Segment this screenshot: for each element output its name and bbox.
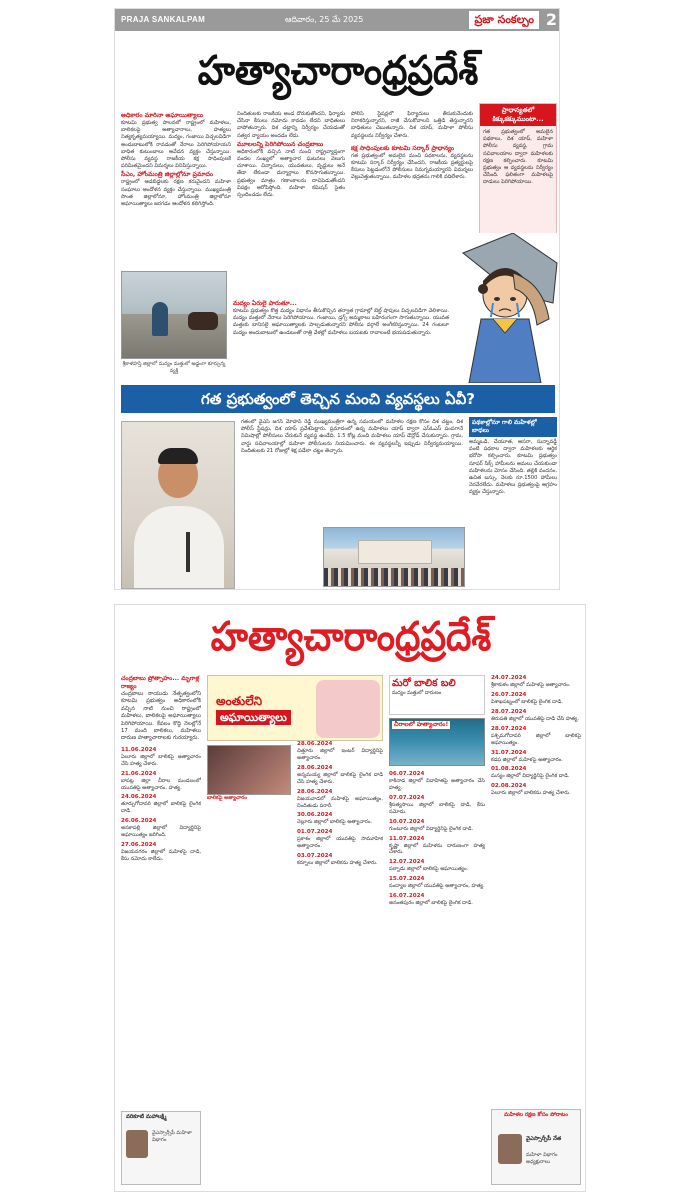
another-girl-clipping — [389, 675, 485, 715]
column-1-text-2: రాష్ట్రంలో ఆడబిడ్డలకు రక్షణ కరువైందని మహిళా సంఘాలు ఆందోళన వ్యక్తం చేస్తున్నాయి. ముఖ్యమంత్రి సొంత జిల్లాలోనూ, హోంమంత్రి జిల్లాలోనూ అఘాయిత్యాలు జరగడం ఆందోళన కలిగిస్తోంది. — [121, 179, 231, 208]
incident-entry — [297, 853, 383, 867]
incident-text: అన్నమయ్య జిల్లాలో బాలికపై లైంగిక దాడి చేసి హత్య చేశారు. — [297, 771, 383, 785]
photo-crowd — [324, 568, 465, 587]
incident-text: కాకినాడ జిల్లాలో వివాహితపై అత్యాచారం చేసి హత్య. — [389, 778, 485, 791]
incident-date: 21.06.2024 — [121, 770, 157, 777]
leader-photo — [121, 421, 235, 589]
incident-text: శ్రీసత్యసాయి జిల్లాలో బాలికపై దాడి, కేసు నమోదు. — [389, 801, 485, 815]
column-1-text-1: కూటమి ప్రభుత్వ పాలనలో రాష్ట్రంలో మహిళలు, బాలికలపై అత్యాచారాలు, హత్యలు నిత్యకృత్యమయ్యాయి. మద్యం, గంజాయి విచ్చలవిడిగా అందుబాటులోకి రావడంతో నేరాలు పెరిగిపోయాయని బాధిత కుటుంబాలు ఆవేదన వ్యక్తం చేస్తున్నాయి. పోలీసు వ్యవస్థ రాజకీయ కక్ష సాధింపులకే పరిమితమైందని విమర్శలు వినిపిస్తున్నాయి. — [121, 120, 231, 170]
photo-building — [358, 540, 432, 564]
masthead-bar — [115, 9, 560, 31]
incident-date: 03.07.2024 — [297, 853, 333, 860]
incident-text: విజయనగరం జిల్లాలో మహిళపై దాడి, కేసు నమోదు కాలేదు. — [121, 849, 201, 862]
column-2-text-1: నిందితులకు రాజకీయ అండ దొరుకుతోందని, ఫిర్యాదు చేసినా కేసులు నమోదు కావడం లేదని బాధితులు వాపోతున్నారు. దిశ చట్టాన్ని నిర్వీర్యం చేయడంతో సత్వర న్యాయం అందడం లేదు. — [237, 111, 345, 139]
victim-silhouette-photo — [207, 745, 291, 795]
incident-date: 12.07.2024 — [389, 859, 425, 866]
author-right-role: మహిళా విభాగం అధ్యక్షురాలు — [526, 1152, 558, 1165]
chirala-photo-title: చీరాలలో హత్యాచారం! — [394, 721, 449, 728]
incident-text: పశ్చిమగోదావరి జిల్లాలో బాలికపై అఘాయిత్యం. — [491, 732, 581, 746]
clipping-title-line-1: అంతులేని — [216, 694, 263, 708]
leader-microphone — [186, 532, 190, 572]
incident-date: 28.06.2024 — [297, 741, 333, 747]
incident-entry — [491, 675, 581, 689]
incident-date: 10.07.2024 — [389, 818, 425, 825]
incident-date: 15.07.2024 — [389, 876, 425, 883]
column-3-subhead: కక్ష సాధింపులకు కూటమి సర్కార్ ప్రాధాన్యం — [351, 144, 455, 152]
incident-entry — [121, 794, 201, 815]
article-column-2 — [237, 111, 345, 311]
newspaper-page-bottom — [114, 604, 586, 1192]
incident-entry — [297, 765, 383, 786]
column-2-subhead: మూలలన్ని పెరిగిపోయిన చంద్రబాబు — [237, 140, 324, 148]
incident-date: 24.06.2024 — [121, 794, 157, 801]
liquor-article-text: కూటమి ప్రభుత్వం కొత్త మద్యం విధానం తీసుకొచ్చిన తర్వాత గ్రామాల్లో బెల్ట్ షాపులు విచ్చలవిడిగా వెలిశాయి. మద్యం మత్తులో నేరాలు పెరిగిపోయాయి. గంజాయి, డ్రగ్స్ అమ్మకాలు బహిరంగంగా సాగుతున్నాయి. యువత మత్తుకు బానిసలై అఘాయిత్యాలకు పాల్పడుతున్నారని పోలీసు వర్గాలే అంగీకరిస్తున్నాయి. 24 గంటలూ మద్యం అందుబాటులో ఉండటంతో రాత్రి వేళల్లో మహిళలు బయటకు రావాలంటే భయపడుతున్నారు. — [233, 308, 449, 336]
incident-log-c — [389, 771, 485, 1185]
incident-log-d — [491, 675, 581, 1105]
column-3-text-2: గత ప్రభుత్వంలో అమలైన మంచి పథకాలను, వ్యవస్థలను కూటమి సర్కార్ నిర్వీర్యం చేసిందని, రాజకీయ ప్రత్యర్థులపై కేసులు పెట్టడంలోనే పోలీసులు నిమగ్నమయ్యారని విమర్శలు వెల్లువెత్తుతున్నాయి. మహిళల భద్రతను గాలికి వదిలేశారు. — [351, 152, 473, 181]
incident-text: చిత్తూరు జిల్లాలో ఇంటర్ విద్యార్థినిపై అత్యాచారం. — [297, 748, 383, 761]
question-banner: గత ప్రభుత్వంలో తెచ్చిన మంచి వ్యవస్థలు ఏవీ? — [121, 385, 555, 413]
incident-date: 16.07.2024 — [389, 893, 425, 900]
column-1-subhead-1: అధికారం మారినా అఘాయిత్యాలు — [121, 112, 203, 119]
incident-text: తిరుపతి జిల్లాలో యువతిపై దాడి చేసి హత్య. — [491, 715, 579, 722]
incident-log-a — [121, 747, 201, 866]
incident-entry — [297, 741, 383, 762]
incident-text: తూర్పుగోదావరి జిల్లాలో బాలికపై లైంగిక దాడి. — [121, 801, 201, 815]
incident-entry — [389, 819, 485, 833]
incident-date: 02.08.2024 — [491, 783, 527, 790]
clipping-endless-atrocities — [207, 675, 383, 741]
incident-date: 01.07.2024 — [297, 829, 333, 836]
incident-entry — [121, 747, 201, 768]
incident-entry — [297, 812, 383, 826]
incident-text: నంద్యాల జిల్లాలో యువతిపై అత్యాచారం, హత్య. — [389, 883, 485, 890]
issue-date: ఆదివారం, 25 మే 2025 — [285, 15, 364, 24]
incident-text: విశాఖపట్నంలో బాలికపై లైంగిక దాడి. — [491, 698, 563, 705]
incident-text: అనంతపురం జిల్లాలో బాలికపై లైంగిక దాడి. — [389, 900, 473, 907]
incident-date: 11.07.2024 — [389, 835, 425, 842]
incident-date: 01.08.2024 — [491, 766, 527, 773]
cartoon-eye-left — [494, 297, 500, 301]
incident-date: 28.06.2024 — [297, 788, 333, 795]
priority-sidebox-title: ప్రాధాన్యతలో కిక్కుకక్కుముంటా... — [480, 104, 556, 126]
incident-text: ఏలూరు జిల్లాలో బాలికను హత్య చేశారు. — [491, 790, 571, 797]
incident-entry — [121, 842, 201, 863]
cartoon-eye-right — [510, 297, 516, 301]
incident-text: అనకాపల్లి జిల్లాలో విద్యార్థినిపై అఘాయిత్యం జరిగింది. — [121, 825, 201, 839]
incident-entry — [297, 829, 383, 850]
incident-entry — [121, 771, 201, 792]
photo-motorbike — [188, 312, 218, 330]
priority-sidebox-text: గత ప్రభుత్వంలో అమలైన పథకాలు, దిశ యాప్, మహిళా పోలీసు వ్యవస్థ, గ్రామ సచివాలయాల ద్వారా మహిళలకు రక్షణ కల్పించారు. కూటమి ప్రభుత్వం ఆ వ్యవస్థలను నిర్వీర్యం చేసింది. ఫలితంగా మహిళలపై దాడులు పెరిగిపోయాయి. — [483, 129, 553, 186]
incident-date: 26.07.2024 — [491, 691, 527, 698]
incident-text: కడప జిల్లాలో మహిళపై అత్యాచారం. — [491, 756, 563, 763]
author-right-avatar — [498, 1134, 522, 1164]
incident-entry — [491, 766, 581, 780]
incident-text: కృష్ణా జిల్లాలో మహిళను దారుణంగా హత్య చేశారు. — [389, 842, 485, 856]
right-clipping-column — [389, 675, 485, 1185]
incident-entry — [491, 726, 581, 747]
author-left-role: వైఎస్సార్సీపీ మహిళా విభాగం — [152, 1130, 192, 1143]
incident-date: 06.07.2024 — [389, 771, 425, 777]
intro-text: చంద్రబాబు నాయుడు నేతృత్వంలోని కూటమి ప్రభుత్వం అధికారంలోకి వచ్చిన నాటి నుంచి రాష్ట్రంలో మహిళలు, బాలికలపై అఘాయిత్యాలు పెరిగిపోయాయి. కేవలం కొద్ది నెలల్లోనే 17 మంది బాలికలు, మహిళలు దారుణ హత్యాచారాలకు గురయ్యారు. — [121, 691, 201, 742]
cartoon-hair-bun-left — [478, 284, 488, 294]
crying-girl-cartoon — [453, 233, 559, 383]
victim-photo-caption: బాలికపై అత్యాచారం — [207, 795, 247, 801]
author-right-name: వైఎస్సార్సీపీ నేత — [526, 1136, 562, 1142]
incident-entry — [121, 818, 201, 839]
street-photo-caption: శ్రీకాళహస్తి జిల్లాలో మద్యం మత్తులో అడ్డంగా కూర్చున్న వ్యక్తి — [122, 361, 226, 374]
brand-name-english: PRAJA SANKALPAM — [121, 15, 206, 24]
author-card-left — [121, 1111, 201, 1185]
incident-text: కర్నూలు జిల్లాలో బాలికను హత్య చేశారు. — [297, 860, 378, 867]
clipping-column — [207, 675, 383, 1185]
incident-entry — [297, 789, 383, 810]
another-girl-title: మరో బాలిక బలి — [392, 678, 456, 689]
clipping-title-line-2: అఘాయిత్యాలు — [216, 710, 291, 725]
schemes-sidebox-text: అమ్మఒడి, చేయూత, ఆసరా, సున్నావడ్డీ వంటి పథకాల ద్వారా మహిళలకు ఆర్థిక భరోసా కల్పించారు. కూటమి ప్రభుత్వం సూపర్ సిక్స్ హామీలను అమలు చేయకుండా మహిళలను మోసం చేసింది. తల్లికి వందనం, ఉచిత బస్సు, నెలకు రూ.1500 హామీలు నెరవేరలేదు. మహిళలు ప్రభుత్వంపై ఆగ్రహం వ్యక్తం చేస్తున్నారు. — [469, 439, 557, 496]
leader-shirt — [134, 506, 224, 589]
column-3-text-1: పోలీస్ స్టేషన్లలో ఫిర్యాదులు తీసుకునేందుకు నిరాకరిస్తున్నారని, రాజీ చేసుకోవాలని ఒత్తిడి తెస్తున్నారని బాధితులు చెబుతున్నారు. దిశ యాప్, మహిళా పోలీసు వ్యవస్థలను నిర్వీర్యం చేశారు. — [351, 111, 473, 139]
group-meeting-photo — [323, 527, 465, 587]
main-headline: హత్యాచారాంధ్రప్రదేశ్ — [197, 47, 479, 94]
author-card-right — [491, 1109, 581, 1185]
incident-date: 26.06.2024 — [121, 818, 157, 825]
leader-hair — [158, 448, 198, 464]
street-drunk-photo — [121, 271, 227, 359]
incident-log-b — [297, 741, 383, 1181]
previous-govt-article: గతంలో వైఎస్ జగన్ మోహన్ రెడ్డి ముఖ్యమంత్రిగా ఉన్న సమయంలో మహిళల రక్షణ కోసం దిశ చట్టం, దిశ పోలీస్ స్టేషన్లు, దిశ యాప్ ప్రవేశపెట్టారు. ప్రమాదంలో ఉన్న మహిళలు యాప్ ద్వారా ఎస్ఓఎస్ పంపగానే నిమిషాల్లో పోలీసులు చేరుకునే వ్యవస్థ ఉండేది. 1.5 కోట్ల మంది మహిళలు యాప్ డౌన్లోడ్ చేసుకున్నారు. గ్రామ, వార్డు సచివాలయాల్లో మహిళా పోలీసులను నియమించారు. ఈ వ్యవస్థలన్నీ ఇప్పుడు నిర్వీర్యమయ్యాయి. నిందితులకు 21 రోజుల్లో శిక్ష పడేలా చట్టం తెచ్చారు. — [241, 419, 463, 454]
author-left-avatar — [126, 1130, 148, 1158]
incident-text: విజయవాడలో మహిళపై అఘాయిత్యం, నిందితుడు పరారీ. — [297, 795, 383, 809]
incident-text: ప్రకాశం జిల్లాలో యువతిపై సామూహిక అత్యాచారం. — [297, 836, 383, 850]
incident-text: ఏలూరు జిల్లాలో బాలికపై అత్యాచారం చేసి హత్య చేశారు. — [121, 753, 201, 767]
incident-entry — [491, 783, 581, 797]
incident-text: గుంటూరు జిల్లాలో విద్యార్థినిపై లైంగిక దాడి. — [389, 825, 474, 832]
another-girl-subtitle: మద్యం మత్తులో దారుణం — [392, 690, 442, 696]
second-headline: హత్యాచారాంధ్రప్రదేశ్ — [210, 613, 492, 660]
column-2-text-2: అధికారంలోకి వచ్చిన నాటి నుంచి రాష్ట్రవ్యాప్తంగా వందల సంఖ్యలో అత్యాచార ఘటనలు వెలుగు చూశాయి. చిన్నారులు, యువతులు, వృద్ధులు అనే తేడా లేకుండా దుర్మార్గాలు కొనసాగుతున్నాయి. ప్రభుత్వం మాత్రం గణాంకాలను దాచిపెడుతోందని విపక్షం ఆరోపిస్తోంది. మహిళా కమిషన్ సైతం స్పందించడం లేదు. — [237, 148, 345, 199]
incident-text: మన్యం జిల్లాలో విద్యార్థినిపై లైంగిక దాడి. — [491, 773, 570, 780]
schemes-sidebox-title: పథకాల్లోనూ గాలి మహిళల్లో బాధలు — [469, 417, 557, 437]
incident-entry — [389, 836, 485, 857]
incident-entry — [389, 893, 485, 907]
incident-date: 27.06.2024 — [121, 842, 157, 849]
incident-date: 24.07.2024 — [491, 675, 527, 681]
incident-date: 28.07.2024 — [491, 708, 527, 715]
page-number: 2 — [545, 10, 557, 29]
author-right-title: మహిళల రక్షణ కోసం పోరాటం — [503, 1112, 569, 1118]
incident-date: 07.07.2024 — [389, 794, 425, 801]
incident-text: పల్నాడు జిల్లాలో బాలికపై అఘాయిత్యం. — [389, 866, 469, 873]
liquor-article-subhead: మద్యం ఏరులై పారుతూ... — [233, 300, 297, 307]
incident-entry — [491, 692, 581, 706]
photo-person — [152, 302, 168, 336]
incident-date: 31.07.2024 — [491, 749, 527, 756]
author-left-name: వరికూటి మహాలక్ష్మి — [126, 1114, 167, 1120]
incident-entry — [389, 771, 485, 792]
incident-date: 28.07.2024 — [491, 725, 527, 732]
incident-entry — [389, 876, 485, 890]
chirala-photo — [389, 718, 485, 766]
liquor-article — [233, 299, 449, 379]
incident-text: నెల్లూరు జిల్లాలో బాలికపై అత్యాచారం. — [297, 819, 373, 826]
incident-text: బాపట్ల జిల్లా చీరాల మండలంలో యువతిపై అత్యాచారం, హత్య. — [121, 777, 201, 791]
newspaper-page-top — [114, 8, 560, 590]
incident-date: 28.06.2024 — [297, 764, 333, 771]
incident-entry — [389, 859, 485, 873]
clipping-cartoon — [316, 680, 380, 738]
column-1-subhead-2: సీఎం, హోంమంత్రి జిల్లాల్లోనూ ప్రమాదం — [121, 171, 213, 179]
schemes-sidebox — [469, 417, 557, 589]
incident-entry — [491, 709, 581, 723]
intro-column — [121, 675, 201, 1185]
intro-heading: చంద్రబాబు ప్రోత్సాహం... మృగాళ్ల రాజ్యం — [121, 675, 200, 690]
incident-date: 11.06.2024 — [121, 746, 157, 753]
incident-text: శ్రీకాకుళం జిల్లాలో మహిళపై అత్యాచారం. — [491, 682, 571, 688]
incident-date: 30.06.2024 — [297, 812, 333, 819]
incident-entry — [491, 750, 581, 764]
brand-name-telugu: ప్రజా సంకల్పం — [469, 11, 539, 29]
incident-entry — [389, 795, 485, 816]
